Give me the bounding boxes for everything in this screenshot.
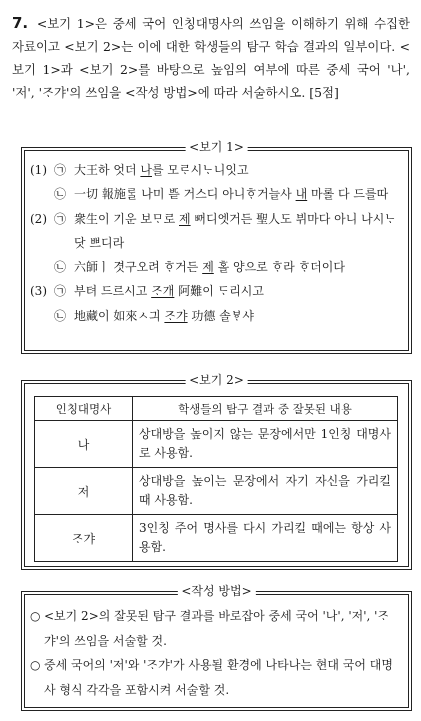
- underlined-pronoun: 제: [202, 260, 214, 275]
- header-pronoun: 인칭대명사: [35, 397, 133, 421]
- writing-method-title: <작성 방법>: [177, 583, 255, 599]
- item-text-before: 부텨 드르시고: [74, 284, 152, 299]
- bullet-text: <보기 2>의 잘못된 탐구 결과를 바로잡아 중세 국어 '나', '저', 'ᄌᆞ갸'의 쓰임을 서술할 것.: [44, 609, 390, 648]
- example-item: [30, 279, 402, 303]
- item-text-after: 마롤 다 드를따: [307, 187, 389, 202]
- writing-method-list: [30, 604, 402, 702]
- pronoun-cell: ᄌᆞ갸: [35, 515, 133, 562]
- item-sub-marker: ㉠: [54, 211, 67, 226]
- question-prompt: [12, 12, 410, 104]
- example-item: [30, 207, 402, 256]
- writing-method-box: [21, 584, 412, 711]
- example-box-2: [21, 373, 412, 570]
- question-number: 7.: [12, 14, 29, 32]
- item-number: (1): [30, 163, 47, 177]
- item-text-before: 一切 報施ᄅᆞᆯ 나미 ᄠᅳᆮ 거스디 아니ᄒᆞ거늘사: [74, 187, 296, 202]
- item-text-before: 六師ㅣ 겻구오려 ᄒᆞ거든: [74, 260, 203, 275]
- item-sub-marker: ㉡: [54, 260, 67, 275]
- list-item: [30, 604, 402, 653]
- example-item: [30, 158, 402, 182]
- underlined-pronoun: 내: [295, 187, 308, 202]
- bullet-mark: ○: [30, 658, 41, 672]
- example-box-1: [21, 140, 412, 354]
- table-row: [35, 421, 398, 468]
- underlined-pronoun: 제: [179, 211, 191, 226]
- item-number: [30, 255, 54, 279]
- example-box-1-title: <보기 1>: [185, 139, 248, 155]
- item-text-before: 地藏이 如來ㅅ긔: [74, 308, 165, 323]
- question-text: <보기 1>은 중세 국어 인칭대명사의 쓰임을 이해하기 위해 수집한 자료이고 <보기 2>는 이에 대한 학생들의 탐구 학습 결과의 일부이다. <보기 1>과 <보기 2>를 바탕으로 높임의 여부에 따른 중세 국어 '나', '저', 'ᄌᆞ갸'의 쓰임을 <작성 방법>에 따라 서술하시오. [5점]: [12, 16, 410, 100]
- pronoun-table: [34, 396, 398, 562]
- example-item: [30, 255, 402, 279]
- item-text-before: 衆生이 기운 보ᄆᆞ로: [74, 211, 179, 226]
- table-header-row: [35, 397, 398, 421]
- underlined-pronoun: ᄌᆞ개: [151, 284, 175, 299]
- item-text-before: 大王하 엇더: [74, 163, 141, 177]
- item-text: [74, 279, 402, 303]
- item-sub-marker: ㉠: [54, 284, 67, 299]
- pronoun-cell: 나: [35, 421, 133, 468]
- item-text: [74, 255, 402, 279]
- item-text: [74, 182, 402, 206]
- item-text: [74, 304, 402, 328]
- item-sub-marker: ㉡: [54, 187, 67, 202]
- item-number: [30, 182, 54, 206]
- item-text-after: 홀 양으로 ᄒᆞ라 ᄒᆞ더이다: [213, 260, 345, 275]
- table-row: [35, 515, 398, 562]
- result-cell: 상대방을 높이는 문장에서 자기 자신을 가리킬 때 사용함.: [133, 468, 398, 515]
- header-wrong-result: 학생들의 탐구 결과 중 잘못된 내용: [133, 397, 398, 421]
- pronoun-cell: 저: [35, 468, 133, 515]
- item-text: [74, 158, 402, 182]
- item-number: [30, 304, 54, 328]
- item-text-after: ᄢᅥ디엣거든 聖人도 뷔마다 아니 나시ᄂᆞ닷 쁘디라: [74, 211, 396, 250]
- item-text: [74, 207, 402, 256]
- item-text-after: 阿難이 ᄃᆞ리시고: [174, 284, 264, 299]
- example-1-list: [30, 158, 402, 328]
- example-box-2-title: <보기 2>: [185, 372, 248, 388]
- bullet-text: 중세 국어의 '저'와 'ᄌᆞ갸'가 사용될 환경에 나타나는 현대 국어 대명사 형식 각각을 포함시켜 서술할 것.: [44, 658, 393, 697]
- item-sub-marker: ㉡: [54, 308, 67, 323]
- list-item: [30, 653, 402, 702]
- example-item: [30, 182, 402, 206]
- item-sub-marker: ㉠: [54, 163, 67, 177]
- item-number: (3): [30, 284, 47, 299]
- table-row: [35, 468, 398, 515]
- item-text-after: 를 모ᄅᆞ시ᄂᆞ니잇고: [152, 163, 249, 177]
- result-cell: 3인칭 주어 명사를 다시 가리킬 때에는 항상 사용함.: [133, 515, 398, 562]
- result-cell: 상대방을 높이지 않는 문장에서만 1인칭 대명사로 사용함.: [133, 421, 398, 468]
- item-number: (2): [30, 211, 47, 226]
- underlined-pronoun: 나: [140, 163, 152, 177]
- item-text-after: 功德 솔ᄫᆞ샤: [187, 308, 254, 323]
- example-item: [30, 304, 402, 328]
- underlined-pronoun: ᄌᆞ갸: [164, 308, 188, 323]
- bullet-mark: ○: [30, 609, 41, 623]
